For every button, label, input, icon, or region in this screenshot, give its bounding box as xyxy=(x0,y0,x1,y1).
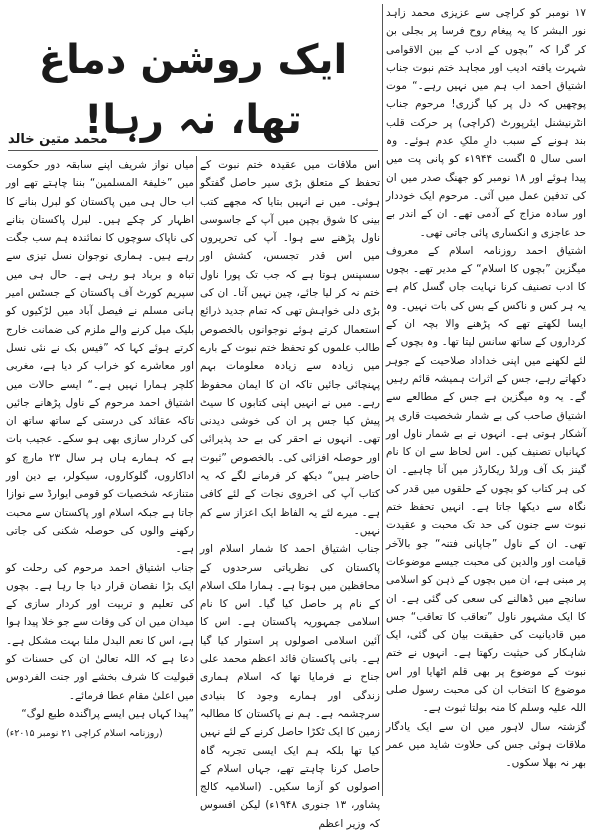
closing-verse: ”پیدا کہاں ہیں ایسے پراگندہ طبع لوگ“ xyxy=(21,707,194,720)
column-left xyxy=(6,156,194,798)
paragraph: ۱۷ نومبر کو کراچی سے عزیزی محمد زاہد نور البشر کا یہ پیغام روح فرسا پر بجلی بن کر گرا کہ ”بچوں کے ادب کے بین الاقوامی شہرت یافتہ ادیب اور مجاہد ختم نبوت جناب اشتیاق احمد اب ہم میں نہیں رہے۔“ موت پوچھیں کہ دل پر کیا گزری! مرحوم جناب انٹرنیشنل ایئرپورٹ (کراچی) پر حرکت قلب بند ہونے کے سبب دارِ ملکِ عدم ہوئے۔ وہ اسی سال ۵ اگست ۱۹۴۴ء کو پانی پت میں پیدا ہوئے اور ۱۸ نومبر کو جھنگ صدر میں ان کی تدفین عمل میں آئی۔ مرحوم ایک خوددار اور سادہ مزاج کے آدمی تھے۔ ان کے اندر بے حد عاجزی و انکساری پائی جاتی تھی۔ xyxy=(386,7,586,239)
column-divider xyxy=(196,156,197,796)
column-divider xyxy=(382,4,383,796)
article-author: محمد متین خالد xyxy=(8,132,108,147)
title-divider xyxy=(8,150,378,151)
paragraph: جناب اشتیاق احمد کا شمار اسلام اور پاکستان کی نظریاتی سرحدوں کے محافظین میں ہوتا ہے۔ ہمارا ملک اسلام کے نام پر حاصل کیا گیا۔ اس کا نام اسلامی جمہوریہ پاکستان ہے۔ اس کا آئین اسلامی اصولوں پر استوار کیا گیا ہے۔ بانی پاکستان قائد اعظم محمد علی جناح نے فرمایا تھا کہ اسلام ہماری زندگی اور ہمارے وجود کا بنیادی سرچشمہ ہے۔ ہم نے پاکستان کا مطالبہ زمین کا ایک ٹکڑا حاصل کرنے کے لئے نہیں کیا تھا بلکہ ہم ایک ایسی تجربہ گاہ حاصل کرنا چاہتے تھے، جہاں اسلام کے اصولوں کو آزما سکیں۔ (اسلامیہ کالج پشاور، ۱۳ جنوری ۱۹۴۸ء) لیکن افسوس کہ وزیر اعظم xyxy=(200,543,380,830)
paragraph: اس ملاقات میں عقیدہ ختم نبوت کے تحفظ کے متعلق بڑی سیر حاصل گفتگو ہوئی۔ میں نے انہیں بتایا کہ مجھے کتب بینی کا شوق بچپن میں آپ کے جاسوسی ناول پڑھنے سے ہوا۔ آپ کی تحریروں میں اس قدر تجسس، کشش اور سسپنس ہوتا ہے کہ جب تک پورا ناول ختم نہ کر لیا جائے، چین نہیں آتا۔ ان کی بڑی دلی خواہش تھی کہ تمام جدید ذرائع استعمال کرتے ہوئے نوجوانوں بالخصوص طالب علموں کو تحفظ ختم نبوت کے بارے میں زیادہ سے زیادہ معلومات بہم پہنچائی جائیں تاکہ ان کا ایمان محفوظ رہے۔ میں نے انہیں اپنی کتابوں کا سیٹ پیش کیا جس پر ان کی خوشی دیدنی تھی۔ انہوں نے احقر کی بے حد پذیرائی اور حوصلہ افزائی کی۔ بالخصوص ”ثبوت حاضر ہیں“ دیکھ کر فرمانے لگے کہ یہ کتاب آپ کی اخروی نجات کے لئے کافی ہے۔ میرے لئے یہ الفاظ ایک اعزاز سے کم نہیں۔ xyxy=(200,159,380,537)
article-title: ایک روشن دماغ تھا، نہ رہا! xyxy=(38,37,348,143)
paragraph: اشتیاق احمد روزنامہ اسلام کے معروف میگزین ”بچوں کا اسلام“ کے مدیر تھے۔ بچوں کا ادب تصنیف کرنا نہایت جاں گسل کام ہے یہ ہر کس و ناکس کے بس کی بات نہیں۔ وہ ایسا لکھتے تھے کہ پڑھنے والا بچہ ان کے کرداروں کے ساتھ سانس لیتا تھا۔ وہ بچوں کے لئے لکھنے میں اپنی خداداد صلاحیت کے جوہر دکھاتے رہے، جس کے اثرات ہمیشہ قائم رہیں گے۔ یہ وہ میگزین ہے جس کے مطالعے سے اشتیاق صاحب کی بے شمار شخصیت قاری پر آشکار ہوتی ہے۔ انہوں نے بے شمار ناول اور کہانیاں تصنیف کیں۔ اس لحاظ سے ان کا نام گینز بک آف ورلڈ ریکارڈز میں آنا چاہیے۔ ان کی ہر کتاب کو بچوں کے حلقوں میں قدر کی نگاہ سے دیکھا جاتا ہے۔ انہیں تحفظ ختم نبوت سے جنون کی حد تک محبت و عقیدت تھی۔ ان کے ناول ”جاپانی فتنہ“ جو بالآخر قیامت اور والدین کی محبت جیسے موضوعات پر مبنی ہے، ان میں بچوں کے ذہن کو اسلامی سانچے میں ڈھالنے کی سعی کی گئی ہے۔ ان کا ایک مشہور ناول ”تعاقب کا تعاقب“ جس میں قادیانیت کی حقیقت بیان کی گئی، ایک شاہکار کی حیثیت رکھتا ہے۔ انہوں نے ختم نبوت کے موضوع پر بھی قلم اٹھایا اور اس موضوع کا انتخاب ان کی محبت رسول صلی اللہ علیہ وسلم کا منہ بولتا ثبوت ہے۔ xyxy=(386,244,586,715)
dateline: (روزنامہ اسلام کراچی ۲۱ نومبر ۲۰۱۵ء) xyxy=(6,728,163,740)
column-right xyxy=(386,4,586,798)
paragraph: میاں نواز شریف اپنے سابقہ دور حکومت میں ”خلیفۃ المسلمین“ بننا چاہتے تھے اور اب حال ہی میں پاکستان کو لبرل بنانے کا اظہار کر چکے ہیں۔ لبرل پاکستان بنانے کی ناپاک سوچوں کا نمائندہ ہم سب جگت رہے ہیں۔ ہماری نوجوان نسل تیزی سے تباہ و برباد ہو رہی ہے۔ حال ہی میں سپریم کورٹ آف پاکستان کے جسٹس امیر ہانی مسلم نے فیصل آباد میں لڑکیوں کو بلیک میل کرنے والے ملزم کی ضمانت خارج کرتے ہوئے کہا کہ ”فیس بک نے نئی نسل اور معاشرے کو خراب کر دیا ہے، مغربی کلچر ہمارا نہیں ہے۔“ ایسے حالات میں اشتیاق احمد مرحوم کے ناول پڑھانے جائیں تاکہ عقائد کی درستی کے ساتھ ساتھ ان کی کردار سازی بھی ہو سکے۔ عجیب بات ہے کہ ہمارے ہاں ہر سال ۲۳ مارچ کو اداکاروں، گلوکاروں، سیکولر، بے دین اور متنازعہ شخصیات کو قومی ایوارڈ سے نوازا جاتا ہے جبکہ اسلام اور پاکستان سے محبت رکھنے والوں کی حوصلہ شکنی کی جاتی ہے۔ xyxy=(6,159,194,556)
column-middle xyxy=(200,156,380,830)
paragraph: جناب اشتیاق احمد مرحوم کی رحلت کو ایک بڑا نقصان قرار دیا جا رہا ہے۔ بچوں کی تعلیم و تربیت اور کردار سازی کے میدان میں ان کی وفات سے جو خلا پیدا ہوا ہے، اس کا نعم البدل ملنا بہت مشکل ہے۔ دعا ہے کہ اللہ تعالیٰ ان کی حسنات کو قبولیت کا شرف بخشے اور جنت الفردوس میں اعلیٰ مقام عطا فرمائے۔ xyxy=(6,561,194,702)
paragraph: گزشتہ سال لاہور میں ان سے ایک یادگار ملاقات ہوئی جس کی حلاوت شاید میں عمر بھر نہ بھلا سکوں۔ xyxy=(386,720,586,770)
